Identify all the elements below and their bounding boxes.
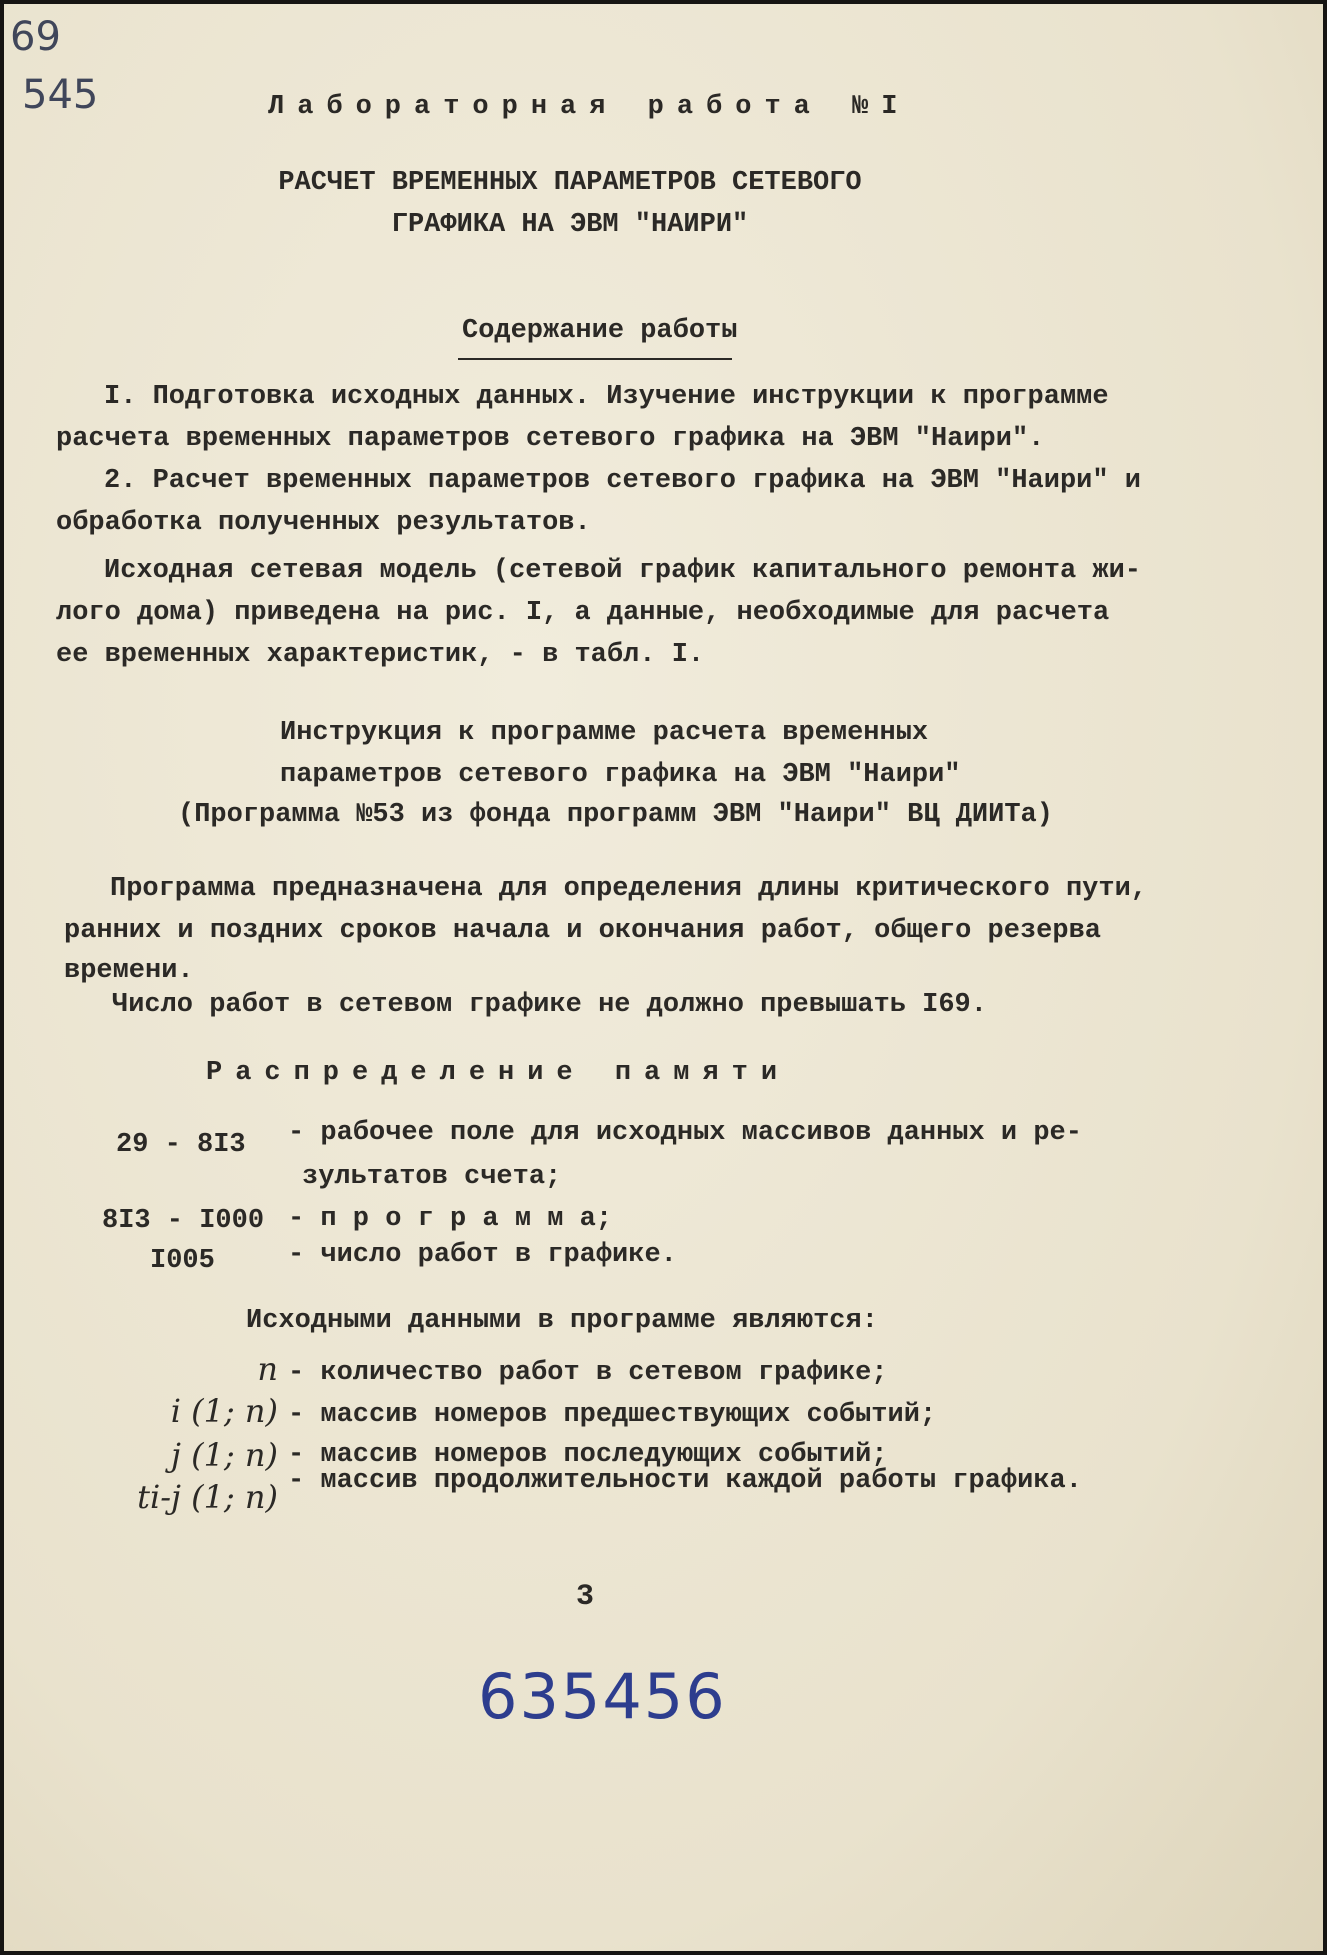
memory-desc-2: - п р о г р а м м а; — [288, 1204, 613, 1234]
memory-addr-1: 29 - 8I3 — [116, 1130, 246, 1160]
instruction-line-1: Инструкция к программе расчета временных — [280, 718, 929, 748]
purpose-line-3: времени. — [64, 956, 194, 986]
memory-addr-2: 8I3 - I000 — [102, 1206, 265, 1236]
contents-line-2: расчета временных параметров сетевого графика на ЭВМ "Наири". — [56, 424, 1045, 454]
symbol-t-array: ti-j (1; n) — [137, 1478, 278, 1516]
handwritten-note-second: 545 — [22, 72, 99, 118]
contents-line-5: Исходная сетевая модель (сетевой график капитального ремонта жи- — [104, 556, 1141, 586]
input-desc-t: - массив продолжительности каждой работы графика. — [288, 1466, 1082, 1496]
doc-title-line1: РАСЧЕТ ВРЕМЕННЫХ ПАРАМЕТРОВ СЕТЕВОГО — [278, 168, 862, 198]
input-desc-j: - массив номеров последующих событий; — [288, 1440, 888, 1470]
handwritten-note-top: 69 — [10, 14, 61, 60]
contents-line-7: ее временных характеристик, - в табл. I. — [56, 640, 705, 670]
memory-addr-3: I005 — [150, 1246, 215, 1276]
symbol-n: n — [257, 1350, 278, 1388]
memory-desc-1-cont: зультатов счета; — [302, 1162, 562, 1192]
handwritten-inventory-number: 635456 — [478, 1660, 727, 1733]
doc-title-line2: ГРАФИКА НА ЭВМ "НАИРИ" — [391, 210, 749, 240]
input-desc-i: - массив номеров предшествующих событий; — [288, 1400, 937, 1430]
heading-underline — [458, 358, 732, 360]
symbol-i-array: i (1; n) — [170, 1392, 278, 1430]
inputs-heading: Исходными данными в программе являются: — [246, 1306, 878, 1336]
purpose-line-1: Программа предназначена для определения длины критического пути, — [110, 874, 1147, 904]
page-number: 3 — [576, 1580, 595, 1614]
contents-line-4: обработка полученных результатов. — [56, 508, 591, 538]
lab-title: Лабораторная работа №I — [268, 92, 911, 122]
purpose-line-4: Число работ в сетевом графике не должно превышать I69. — [112, 990, 987, 1020]
memory-desc-1: - рабочее поле для исходных массивов данных и ре- — [288, 1118, 1082, 1148]
symbol-j-array: j (1; n) — [171, 1436, 278, 1474]
contents-line-6: лого дома) приведена на рис. I, а данные, необходимые для расчета — [56, 598, 1110, 628]
contents-line-3: 2. Расчет временных параметров сетевого графика на ЭВМ "Наири" и — [104, 466, 1141, 496]
memory-heading: Распределение памяти — [206, 1058, 791, 1088]
contents-heading: Содержание работы — [462, 316, 738, 346]
memory-desc-3: - число работ в графике. — [288, 1240, 677, 1270]
input-desc-n: - количество работ в сетевом графике; — [288, 1358, 888, 1388]
purpose-line-2: ранних и поздних сроков начала и окончания работ, общего резерва — [64, 916, 1101, 946]
instruction-line-3: (Программа №53 из фонда программ ЭВМ "Наири" ВЦ ДИИТа) — [178, 800, 1053, 830]
instruction-line-2: параметров сетевого графика на ЭВМ "Наири" — [280, 760, 961, 790]
contents-line-1: I. Подготовка исходных данных. Изучение инструкции к программе — [104, 382, 1109, 412]
